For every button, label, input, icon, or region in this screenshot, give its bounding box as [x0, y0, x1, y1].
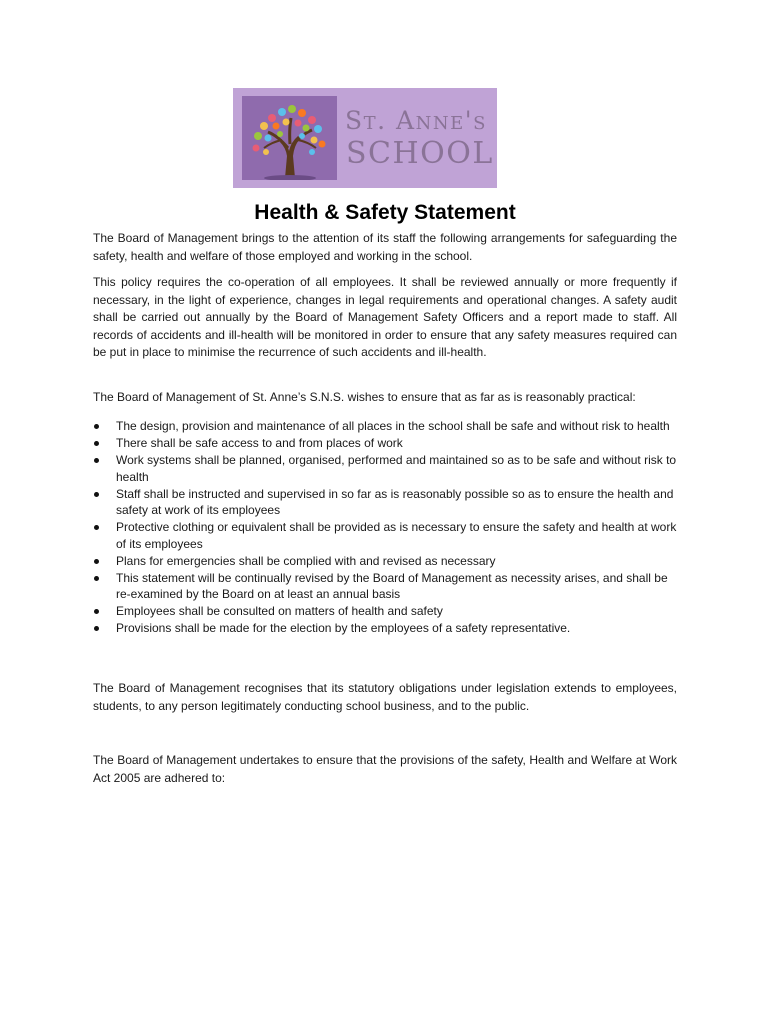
bullet-icon	[94, 441, 99, 446]
intro-paragraph: The Board of Management brings to the attention of its staff the following arrangements for safeguarding the safety, health and welfare of those employed and working in the school.	[93, 231, 677, 263]
obligations-paragraph: The Board of Management recognises that its statutory obligations under legislation extends to employees, students, to any person legitimately conducting school business, and to the public.	[93, 681, 677, 713]
tree-logo-icon	[242, 96, 337, 180]
list-item-text: Protective clothing or equivalent shall be provided as is necessary to ensure the safety and health at work of its employees	[116, 520, 677, 551]
logo-school-name: St. Anne's	[345, 106, 487, 135]
list-item	[93, 603, 677, 620]
undertakes-paragraph: The Board of Management undertakes to ensure that the provisions of the safety, Health and Welfare at Work Act 2005 are adhered to:	[93, 753, 677, 785]
list-item-text: Provisions shall be made for the election by the employees of a safety representative.	[116, 621, 571, 635]
list-item-text: There shall be safe access to and from places of work	[116, 436, 403, 450]
page-title: Health & Safety Statement	[254, 201, 516, 224]
bullet-icon	[94, 559, 99, 564]
list-item-text: Plans for emergencies shall be complied with and revised as necessary	[116, 553, 496, 568]
list-item	[93, 553, 677, 570]
bullet-icon	[94, 576, 99, 581]
bullet-icon	[94, 525, 99, 530]
list-item-text: Employees shall be consulted on matters of health and safety	[116, 604, 443, 618]
list-item-text: Staff shall be instructed and supervised in so far as is reasonably possible so as to ensure the health and safety at work of its employees	[116, 486, 674, 517]
list-item	[93, 418, 677, 435]
policy-paragraph: This policy requires the co-operation of all employees. It shall be reviewed annually or more frequently if necessary, in the light of experience, changes in legal requirements and operational changes. A safety audit shall be carried out annually by the Board of Management Safety Officers and a report made to staff. All records of accidents and ill-health will be monitored in order to ensure that any safety measures required can be put in place to minimise the recurrence of such accidents and ill-health.	[93, 275, 677, 359]
arrangements-list	[93, 418, 677, 637]
logo-school-word: SCHOOL	[346, 136, 494, 171]
bullet-icon	[94, 626, 99, 631]
bullet-icon	[94, 424, 99, 429]
wishes-paragraph: The Board of Management of St. Anne’s S.N.S. wishes to ensure that as far as is reasonably practical:	[93, 390, 636, 404]
list-item	[93, 570, 677, 603]
list-item	[93, 620, 677, 637]
list-item	[93, 435, 677, 452]
bullet-icon	[94, 609, 99, 614]
list-item	[93, 519, 677, 552]
school-logo	[233, 88, 497, 188]
bullet-icon	[94, 458, 99, 463]
list-item-text: Work systems shall be planned, organised, performed and maintained so as to be safe and without risk to health	[116, 453, 677, 484]
bullet-icon	[94, 492, 99, 497]
list-item	[93, 452, 677, 485]
list-item-text: This statement will be continually revised by the Board of Management as necessity arises, and shall be re-examined by the Board on at least an annual basis	[116, 570, 668, 601]
list-item	[93, 486, 677, 519]
list-item-text: The design, provision and maintenance of all places in the school shall be safe and without risk to health	[116, 419, 670, 433]
